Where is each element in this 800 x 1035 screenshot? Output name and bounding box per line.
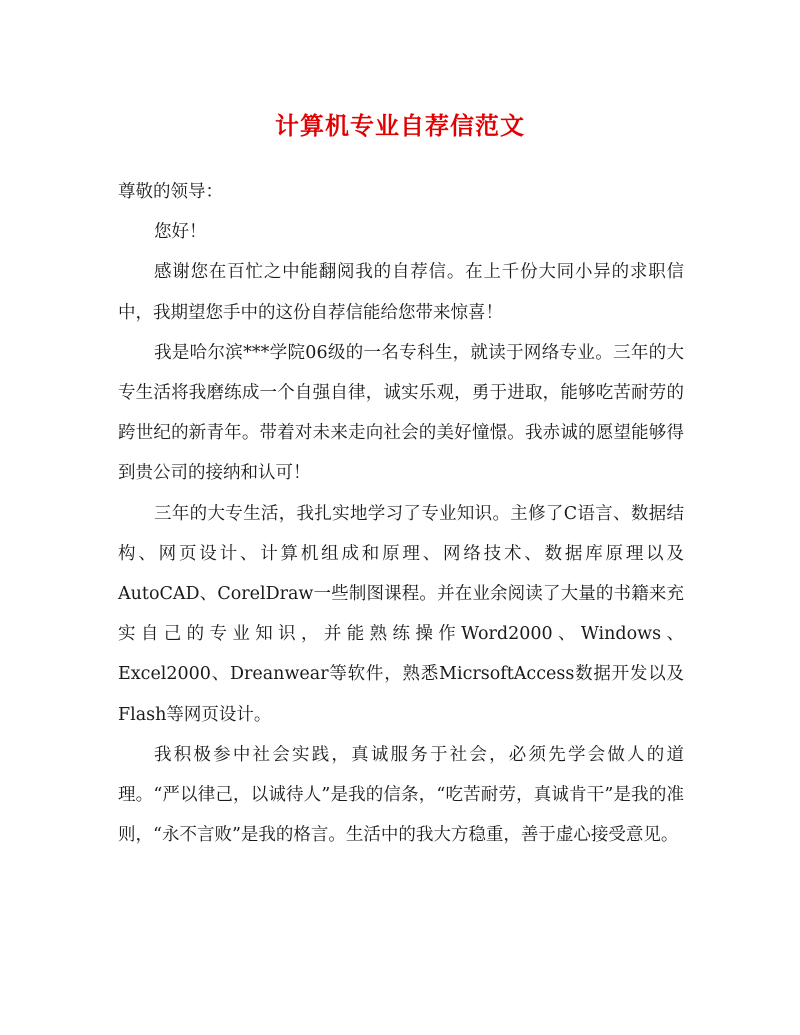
paragraph-practice: 我积极参中社会实践，真诚服务于社会，必须先学会做人的道理。“严以律己，以诚待人”是我的信条，“吃苦耐劳，真诚肯干”是我的准则，“永不言败”是我的格言。生活中的我大方稳重，善于虚心接受意见。 — [118, 744, 684, 846]
paragraph-thanks: 感谢您在百忙之中能翻阅我的自荐信。在上千份大同小异的求职信中，我期望您手中的这份自荐信能给您带来惊喜！ — [118, 262, 684, 323]
paragraph-introduction: 我是哈尔滨***学院06级的一名专科生，就读于网络专业。三年的大专生活将我磨练成一个自强自律，诚实乐观，勇于进取，能够吃苦耐劳的跨世纪的新青年。带着对未来走向社会的美好憧憬。我赤诚的愿望能够得到贵公司的接纳和认可！ — [118, 342, 684, 484]
paragraph-studies: 三年的大专生活，我扎实地学习了专业知识。主修了C语言、数据结构、网页设计、计算机组成和原理、网络技术、数据库原理以及AutoCAD、CorelDraw一些制图课程。并在业余阅读了大量的书籍来充实自己的专业知识，并能熟练操作Word2000、Windows、Excel2000、Dreanwear等软件，熟悉MicrsoftAccess数据开发以及Flash等网页设计。 — [118, 503, 684, 725]
document-title: 计算机专业自荐信范文 — [275, 112, 525, 140]
salutation: 尊敬的领导： — [118, 182, 223, 202]
document-body — [118, 172, 684, 855]
paragraph-greeting: 您好！ — [154, 222, 207, 243]
